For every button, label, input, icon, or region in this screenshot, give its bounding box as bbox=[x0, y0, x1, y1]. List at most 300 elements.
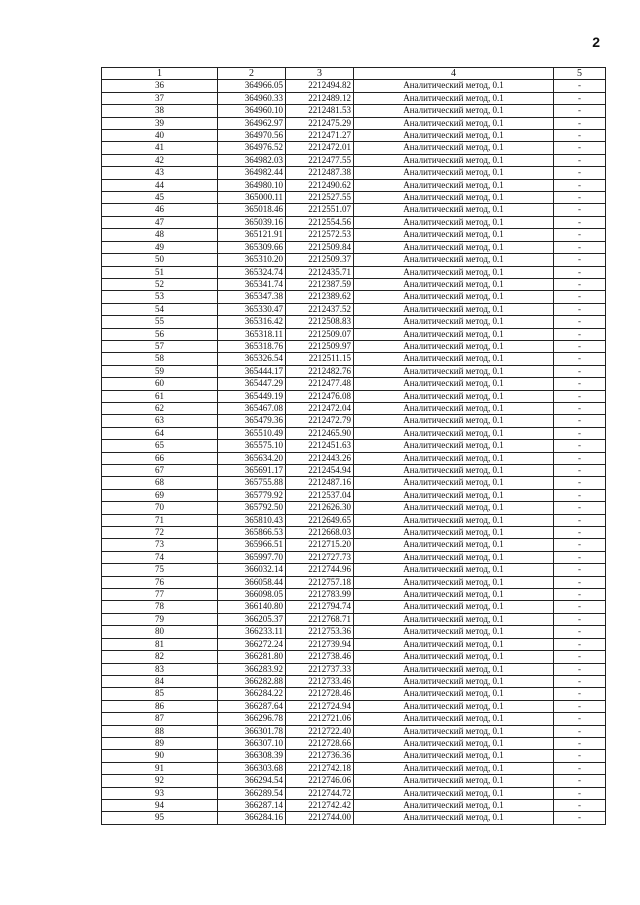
table-row bbox=[102, 502, 606, 514]
y-coordinate-cell: 2212487.16 bbox=[286, 477, 354, 489]
y-coordinate-cell: 2212753.36 bbox=[286, 626, 354, 638]
method-cell: Аналитический метод, 0.1 bbox=[354, 576, 554, 588]
method-cell: Аналитический метод, 0.1 bbox=[354, 179, 554, 191]
x-coordinate-cell: 366287.64 bbox=[218, 700, 286, 712]
note-cell: - bbox=[554, 675, 606, 687]
method-cell: Аналитический метод, 0.1 bbox=[354, 775, 554, 787]
table-row bbox=[102, 266, 606, 278]
table-row bbox=[102, 539, 606, 551]
point-number-cell: 40 bbox=[102, 130, 218, 142]
x-coordinate-cell: 364962.97 bbox=[218, 117, 286, 129]
note-cell: - bbox=[554, 688, 606, 700]
table-row bbox=[102, 564, 606, 576]
note-cell: - bbox=[554, 427, 606, 439]
point-number-cell: 74 bbox=[102, 551, 218, 563]
point-number-cell: 75 bbox=[102, 564, 218, 576]
table-row bbox=[102, 241, 606, 253]
x-coordinate-cell: 365039.16 bbox=[218, 216, 286, 228]
x-coordinate-cell: 365467.08 bbox=[218, 402, 286, 414]
y-coordinate-cell: 2212742.42 bbox=[286, 799, 354, 811]
method-cell: Аналитический метод, 0.1 bbox=[354, 750, 554, 762]
y-coordinate-cell: 2212722.40 bbox=[286, 725, 354, 737]
x-coordinate-cell: 366140.80 bbox=[218, 601, 286, 613]
point-number-cell: 62 bbox=[102, 402, 218, 414]
y-coordinate-cell: 2212435.71 bbox=[286, 266, 354, 278]
table-row bbox=[102, 229, 606, 241]
x-coordinate-cell: 366284.22 bbox=[218, 688, 286, 700]
x-coordinate-cell: 365479.36 bbox=[218, 415, 286, 427]
point-number-cell: 41 bbox=[102, 142, 218, 154]
y-coordinate-cell: 2212736.36 bbox=[286, 750, 354, 762]
table-row bbox=[102, 92, 606, 104]
table-row bbox=[102, 477, 606, 489]
point-number-cell: 57 bbox=[102, 340, 218, 352]
point-number-cell: 59 bbox=[102, 365, 218, 377]
x-coordinate-cell: 366282.88 bbox=[218, 675, 286, 687]
y-coordinate-cell: 2212737.33 bbox=[286, 663, 354, 675]
method-cell: Аналитический метод, 0.1 bbox=[354, 402, 554, 414]
note-cell: - bbox=[554, 402, 606, 414]
method-cell: Аналитический метод, 0.1 bbox=[354, 80, 554, 92]
point-number-cell: 85 bbox=[102, 688, 218, 700]
x-coordinate-cell: 364960.10 bbox=[218, 105, 286, 117]
x-coordinate-cell: 365000.11 bbox=[218, 192, 286, 204]
method-cell: Аналитический метод, 0.1 bbox=[354, 390, 554, 402]
x-coordinate-cell: 365318.11 bbox=[218, 328, 286, 340]
x-coordinate-cell: 366283.92 bbox=[218, 663, 286, 675]
point-number-cell: 53 bbox=[102, 291, 218, 303]
method-cell: Аналитический метод, 0.1 bbox=[354, 328, 554, 340]
table-row bbox=[102, 254, 606, 266]
method-cell: Аналитический метод, 0.1 bbox=[354, 638, 554, 650]
point-number-cell: 42 bbox=[102, 154, 218, 166]
note-cell: - bbox=[554, 365, 606, 377]
table-row bbox=[102, 204, 606, 216]
y-coordinate-cell: 2212476.08 bbox=[286, 390, 354, 402]
method-cell: Аналитический метод, 0.1 bbox=[354, 427, 554, 439]
x-coordinate-cell: 364982.03 bbox=[218, 154, 286, 166]
note-cell: - bbox=[554, 750, 606, 762]
y-coordinate-cell: 2212744.72 bbox=[286, 787, 354, 799]
method-cell: Аналитический метод, 0.1 bbox=[354, 564, 554, 576]
table-row bbox=[102, 427, 606, 439]
table-row bbox=[102, 812, 606, 824]
table-row bbox=[102, 737, 606, 749]
table-row bbox=[102, 663, 606, 675]
point-number-cell: 89 bbox=[102, 737, 218, 749]
x-coordinate-cell: 366303.68 bbox=[218, 762, 286, 774]
table-row bbox=[102, 799, 606, 811]
method-cell: Аналитический метод, 0.1 bbox=[354, 241, 554, 253]
point-number-cell: 56 bbox=[102, 328, 218, 340]
note-cell: - bbox=[554, 812, 606, 824]
note-cell: - bbox=[554, 737, 606, 749]
table-row bbox=[102, 328, 606, 340]
y-coordinate-cell: 2212768.71 bbox=[286, 613, 354, 625]
x-coordinate-cell: 366307.10 bbox=[218, 737, 286, 749]
note-cell: - bbox=[554, 278, 606, 290]
point-number-cell: 80 bbox=[102, 626, 218, 638]
table-row bbox=[102, 353, 606, 365]
table-row bbox=[102, 626, 606, 638]
note-cell: - bbox=[554, 762, 606, 774]
method-cell: Аналитический метод, 0.1 bbox=[354, 415, 554, 427]
x-coordinate-cell: 365309.66 bbox=[218, 241, 286, 253]
y-coordinate-cell: 2212472.01 bbox=[286, 142, 354, 154]
method-cell: Аналитический метод, 0.1 bbox=[354, 303, 554, 315]
method-cell: Аналитический метод, 0.1 bbox=[354, 167, 554, 179]
x-coordinate-cell: 365755.88 bbox=[218, 477, 286, 489]
point-number-cell: 61 bbox=[102, 390, 218, 402]
x-coordinate-cell: 365449.19 bbox=[218, 390, 286, 402]
point-number-cell: 84 bbox=[102, 675, 218, 687]
y-coordinate-cell: 2212472.79 bbox=[286, 415, 354, 427]
note-cell: - bbox=[554, 725, 606, 737]
y-coordinate-cell: 2212724.94 bbox=[286, 700, 354, 712]
x-coordinate-cell: 365779.92 bbox=[218, 489, 286, 501]
note-cell: - bbox=[554, 775, 606, 787]
note-cell: - bbox=[554, 415, 606, 427]
table-row bbox=[102, 415, 606, 427]
note-cell: - bbox=[554, 551, 606, 563]
table-body bbox=[102, 80, 606, 824]
x-coordinate-cell: 366272.24 bbox=[218, 638, 286, 650]
header-col-4: 4 bbox=[354, 68, 554, 80]
note-cell: - bbox=[554, 266, 606, 278]
x-coordinate-cell: 365810.43 bbox=[218, 514, 286, 526]
table-row bbox=[102, 167, 606, 179]
note-cell: - bbox=[554, 601, 606, 613]
point-number-cell: 64 bbox=[102, 427, 218, 439]
y-coordinate-cell: 2212451.63 bbox=[286, 440, 354, 452]
y-coordinate-cell: 2212465.90 bbox=[286, 427, 354, 439]
y-coordinate-cell: 2212626.30 bbox=[286, 502, 354, 514]
table-row bbox=[102, 80, 606, 92]
note-cell: - bbox=[554, 254, 606, 266]
note-cell: - bbox=[554, 465, 606, 477]
table-row bbox=[102, 750, 606, 762]
x-coordinate-cell: 365316.42 bbox=[218, 316, 286, 328]
table-row bbox=[102, 775, 606, 787]
method-cell: Аналитический метод, 0.1 bbox=[354, 737, 554, 749]
table-row bbox=[102, 278, 606, 290]
note-cell: - bbox=[554, 700, 606, 712]
method-cell: Аналитический метод, 0.1 bbox=[354, 254, 554, 266]
method-cell: Аналитический метод, 0.1 bbox=[354, 787, 554, 799]
x-coordinate-cell: 365324.74 bbox=[218, 266, 286, 278]
method-cell: Аналитический метод, 0.1 bbox=[354, 601, 554, 613]
x-coordinate-cell: 365330.47 bbox=[218, 303, 286, 315]
point-number-cell: 83 bbox=[102, 663, 218, 675]
note-cell: - bbox=[554, 576, 606, 588]
note-cell: - bbox=[554, 80, 606, 92]
y-coordinate-cell: 2212733.46 bbox=[286, 675, 354, 687]
y-coordinate-cell: 2212472.04 bbox=[286, 402, 354, 414]
method-cell: Аналитический метод, 0.1 bbox=[354, 92, 554, 104]
note-cell: - bbox=[554, 626, 606, 638]
method-cell: Аналитический метод, 0.1 bbox=[354, 675, 554, 687]
note-cell: - bbox=[554, 229, 606, 241]
table-row bbox=[102, 105, 606, 117]
y-coordinate-cell: 2212744.96 bbox=[286, 564, 354, 576]
point-number-cell: 81 bbox=[102, 638, 218, 650]
note-cell: - bbox=[554, 241, 606, 253]
x-coordinate-cell: 366233.11 bbox=[218, 626, 286, 638]
method-cell: Аналитический метод, 0.1 bbox=[354, 477, 554, 489]
point-number-cell: 95 bbox=[102, 812, 218, 824]
note-cell: - bbox=[554, 154, 606, 166]
x-coordinate-cell: 364966.05 bbox=[218, 80, 286, 92]
table-row bbox=[102, 527, 606, 539]
y-coordinate-cell: 2212443.26 bbox=[286, 452, 354, 464]
note-cell: - bbox=[554, 291, 606, 303]
table-row bbox=[102, 192, 606, 204]
note-cell: - bbox=[554, 353, 606, 365]
point-number-cell: 44 bbox=[102, 179, 218, 191]
y-coordinate-cell: 2212509.97 bbox=[286, 340, 354, 352]
x-coordinate-cell: 365447.29 bbox=[218, 378, 286, 390]
note-cell: - bbox=[554, 105, 606, 117]
note-cell: - bbox=[554, 502, 606, 514]
note-cell: - bbox=[554, 192, 606, 204]
point-number-cell: 54 bbox=[102, 303, 218, 315]
y-coordinate-cell: 2212649.65 bbox=[286, 514, 354, 526]
x-coordinate-cell: 364980.10 bbox=[218, 179, 286, 191]
table-row bbox=[102, 489, 606, 501]
x-coordinate-cell: 366296.78 bbox=[218, 713, 286, 725]
note-cell: - bbox=[554, 117, 606, 129]
x-coordinate-cell: 365121.91 bbox=[218, 229, 286, 241]
point-number-cell: 66 bbox=[102, 452, 218, 464]
y-coordinate-cell: 2212742.18 bbox=[286, 762, 354, 774]
table-row bbox=[102, 601, 606, 613]
y-coordinate-cell: 2212668.03 bbox=[286, 527, 354, 539]
table-row bbox=[102, 551, 606, 563]
x-coordinate-cell: 365318.76 bbox=[218, 340, 286, 352]
method-cell: Аналитический метод, 0.1 bbox=[354, 204, 554, 216]
note-cell: - bbox=[554, 440, 606, 452]
table-row bbox=[102, 378, 606, 390]
y-coordinate-cell: 2212757.18 bbox=[286, 576, 354, 588]
table-row bbox=[102, 154, 606, 166]
point-number-cell: 39 bbox=[102, 117, 218, 129]
x-coordinate-cell: 364960.33 bbox=[218, 92, 286, 104]
point-number-cell: 78 bbox=[102, 601, 218, 613]
note-cell: - bbox=[554, 564, 606, 576]
method-cell: Аналитический метод, 0.1 bbox=[354, 812, 554, 824]
y-coordinate-cell: 2212537.04 bbox=[286, 489, 354, 501]
method-cell: Аналитический метод, 0.1 bbox=[354, 688, 554, 700]
table-row bbox=[102, 452, 606, 464]
method-cell: Аналитический метод, 0.1 bbox=[354, 551, 554, 563]
table-row bbox=[102, 130, 606, 142]
y-coordinate-cell: 2212728.46 bbox=[286, 688, 354, 700]
method-cell: Аналитический метод, 0.1 bbox=[354, 440, 554, 452]
x-coordinate-cell: 365018.46 bbox=[218, 204, 286, 216]
x-coordinate-cell: 365326.54 bbox=[218, 353, 286, 365]
note-cell: - bbox=[554, 340, 606, 352]
x-coordinate-cell: 365341.74 bbox=[218, 278, 286, 290]
note-cell: - bbox=[554, 477, 606, 489]
table-row bbox=[102, 762, 606, 774]
point-number-cell: 58 bbox=[102, 353, 218, 365]
method-cell: Аналитический метод, 0.1 bbox=[354, 130, 554, 142]
note-cell: - bbox=[554, 92, 606, 104]
table-row bbox=[102, 117, 606, 129]
point-number-cell: 48 bbox=[102, 229, 218, 241]
note-cell: - bbox=[554, 390, 606, 402]
header-col-1: 1 bbox=[102, 68, 218, 80]
header-col-3: 3 bbox=[286, 68, 354, 80]
header-col-2: 2 bbox=[218, 68, 286, 80]
method-cell: Аналитический метод, 0.1 bbox=[354, 266, 554, 278]
point-number-cell: 36 bbox=[102, 80, 218, 92]
method-cell: Аналитический метод, 0.1 bbox=[354, 465, 554, 477]
table-row bbox=[102, 589, 606, 601]
header-col-5: 5 bbox=[554, 68, 606, 80]
method-cell: Аналитический метод, 0.1 bbox=[354, 105, 554, 117]
method-cell: Аналитический метод, 0.1 bbox=[354, 700, 554, 712]
note-cell: - bbox=[554, 663, 606, 675]
x-coordinate-cell: 364982.44 bbox=[218, 167, 286, 179]
note-cell: - bbox=[554, 316, 606, 328]
method-cell: Аналитический метод, 0.1 bbox=[354, 502, 554, 514]
point-number-cell: 68 bbox=[102, 477, 218, 489]
note-cell: - bbox=[554, 142, 606, 154]
y-coordinate-cell: 2212738.46 bbox=[286, 651, 354, 663]
point-number-cell: 86 bbox=[102, 700, 218, 712]
method-cell: Аналитический метод, 0.1 bbox=[354, 278, 554, 290]
table-row bbox=[102, 390, 606, 402]
table-row bbox=[102, 651, 606, 663]
table-row bbox=[102, 725, 606, 737]
note-cell: - bbox=[554, 527, 606, 539]
y-coordinate-cell: 2212489.12 bbox=[286, 92, 354, 104]
x-coordinate-cell: 365444.17 bbox=[218, 365, 286, 377]
y-coordinate-cell: 2212490.62 bbox=[286, 179, 354, 191]
y-coordinate-cell: 2212728.66 bbox=[286, 737, 354, 749]
y-coordinate-cell: 2212715.20 bbox=[286, 539, 354, 551]
table-row bbox=[102, 303, 606, 315]
point-number-cell: 79 bbox=[102, 613, 218, 625]
y-coordinate-cell: 2212437.52 bbox=[286, 303, 354, 315]
point-number-cell: 91 bbox=[102, 762, 218, 774]
method-cell: Аналитический метод, 0.1 bbox=[354, 613, 554, 625]
method-cell: Аналитический метод, 0.1 bbox=[354, 154, 554, 166]
point-number-cell: 51 bbox=[102, 266, 218, 278]
method-cell: Аналитический метод, 0.1 bbox=[354, 340, 554, 352]
y-coordinate-cell: 2212746.06 bbox=[286, 775, 354, 787]
note-cell: - bbox=[554, 179, 606, 191]
method-cell: Аналитический метод, 0.1 bbox=[354, 378, 554, 390]
table-row bbox=[102, 316, 606, 328]
y-coordinate-cell: 2212471.27 bbox=[286, 130, 354, 142]
table-row bbox=[102, 787, 606, 799]
note-cell: - bbox=[554, 799, 606, 811]
coordinates-table bbox=[101, 67, 606, 825]
x-coordinate-cell: 365510.49 bbox=[218, 427, 286, 439]
method-cell: Аналитический метод, 0.1 bbox=[354, 229, 554, 241]
method-cell: Аналитический метод, 0.1 bbox=[354, 353, 554, 365]
point-number-cell: 43 bbox=[102, 167, 218, 179]
table-row bbox=[102, 216, 606, 228]
table-row bbox=[102, 638, 606, 650]
note-cell: - bbox=[554, 638, 606, 650]
x-coordinate-cell: 365792.50 bbox=[218, 502, 286, 514]
y-coordinate-cell: 2212794.74 bbox=[286, 601, 354, 613]
note-cell: - bbox=[554, 167, 606, 179]
method-cell: Аналитический метод, 0.1 bbox=[354, 663, 554, 675]
x-coordinate-cell: 366294.54 bbox=[218, 775, 286, 787]
method-cell: Аналитический метод, 0.1 bbox=[354, 489, 554, 501]
x-coordinate-cell: 365575.10 bbox=[218, 440, 286, 452]
x-coordinate-cell: 365347.38 bbox=[218, 291, 286, 303]
table-row bbox=[102, 713, 606, 725]
y-coordinate-cell: 2212554.56 bbox=[286, 216, 354, 228]
point-number-cell: 71 bbox=[102, 514, 218, 526]
point-number-cell: 93 bbox=[102, 787, 218, 799]
method-cell: Аналитический метод, 0.1 bbox=[354, 725, 554, 737]
note-cell: - bbox=[554, 216, 606, 228]
y-coordinate-cell: 2212487.38 bbox=[286, 167, 354, 179]
method-cell: Аналитический метод, 0.1 bbox=[354, 651, 554, 663]
note-cell: - bbox=[554, 130, 606, 142]
y-coordinate-cell: 2212783.99 bbox=[286, 589, 354, 601]
table-row bbox=[102, 675, 606, 687]
note-cell: - bbox=[554, 204, 606, 216]
y-coordinate-cell: 2212721.06 bbox=[286, 713, 354, 725]
y-coordinate-cell: 2212477.48 bbox=[286, 378, 354, 390]
method-cell: Аналитический метод, 0.1 bbox=[354, 626, 554, 638]
point-number-cell: 49 bbox=[102, 241, 218, 253]
table-row bbox=[102, 340, 606, 352]
method-cell: Аналитический метод, 0.1 bbox=[354, 142, 554, 154]
y-coordinate-cell: 2212454.94 bbox=[286, 465, 354, 477]
note-cell: - bbox=[554, 514, 606, 526]
point-number-cell: 82 bbox=[102, 651, 218, 663]
y-coordinate-cell: 2212739.94 bbox=[286, 638, 354, 650]
point-number-cell: 88 bbox=[102, 725, 218, 737]
note-cell: - bbox=[554, 713, 606, 725]
page-number: 2 bbox=[592, 34, 600, 50]
x-coordinate-cell: 364976.52 bbox=[218, 142, 286, 154]
method-cell: Аналитический метод, 0.1 bbox=[354, 713, 554, 725]
table-row bbox=[102, 688, 606, 700]
point-number-cell: 45 bbox=[102, 192, 218, 204]
method-cell: Аналитический метод, 0.1 bbox=[354, 589, 554, 601]
note-cell: - bbox=[554, 452, 606, 464]
point-number-cell: 63 bbox=[102, 415, 218, 427]
note-cell: - bbox=[554, 651, 606, 663]
x-coordinate-cell: 365691.17 bbox=[218, 465, 286, 477]
x-coordinate-cell: 365997.70 bbox=[218, 551, 286, 563]
x-coordinate-cell: 365634.20 bbox=[218, 452, 286, 464]
method-cell: Аналитический метод, 0.1 bbox=[354, 192, 554, 204]
method-cell: Аналитический метод, 0.1 bbox=[354, 762, 554, 774]
table-row bbox=[102, 576, 606, 588]
point-number-cell: 67 bbox=[102, 465, 218, 477]
point-number-cell: 50 bbox=[102, 254, 218, 266]
point-number-cell: 46 bbox=[102, 204, 218, 216]
point-number-cell: 72 bbox=[102, 527, 218, 539]
y-coordinate-cell: 2212508.83 bbox=[286, 316, 354, 328]
x-coordinate-cell: 366284.16 bbox=[218, 812, 286, 824]
y-coordinate-cell: 2212509.84 bbox=[286, 241, 354, 253]
x-coordinate-cell: 366301.78 bbox=[218, 725, 286, 737]
x-coordinate-cell: 366058.44 bbox=[218, 576, 286, 588]
x-coordinate-cell: 365866.53 bbox=[218, 527, 286, 539]
table-row bbox=[102, 291, 606, 303]
